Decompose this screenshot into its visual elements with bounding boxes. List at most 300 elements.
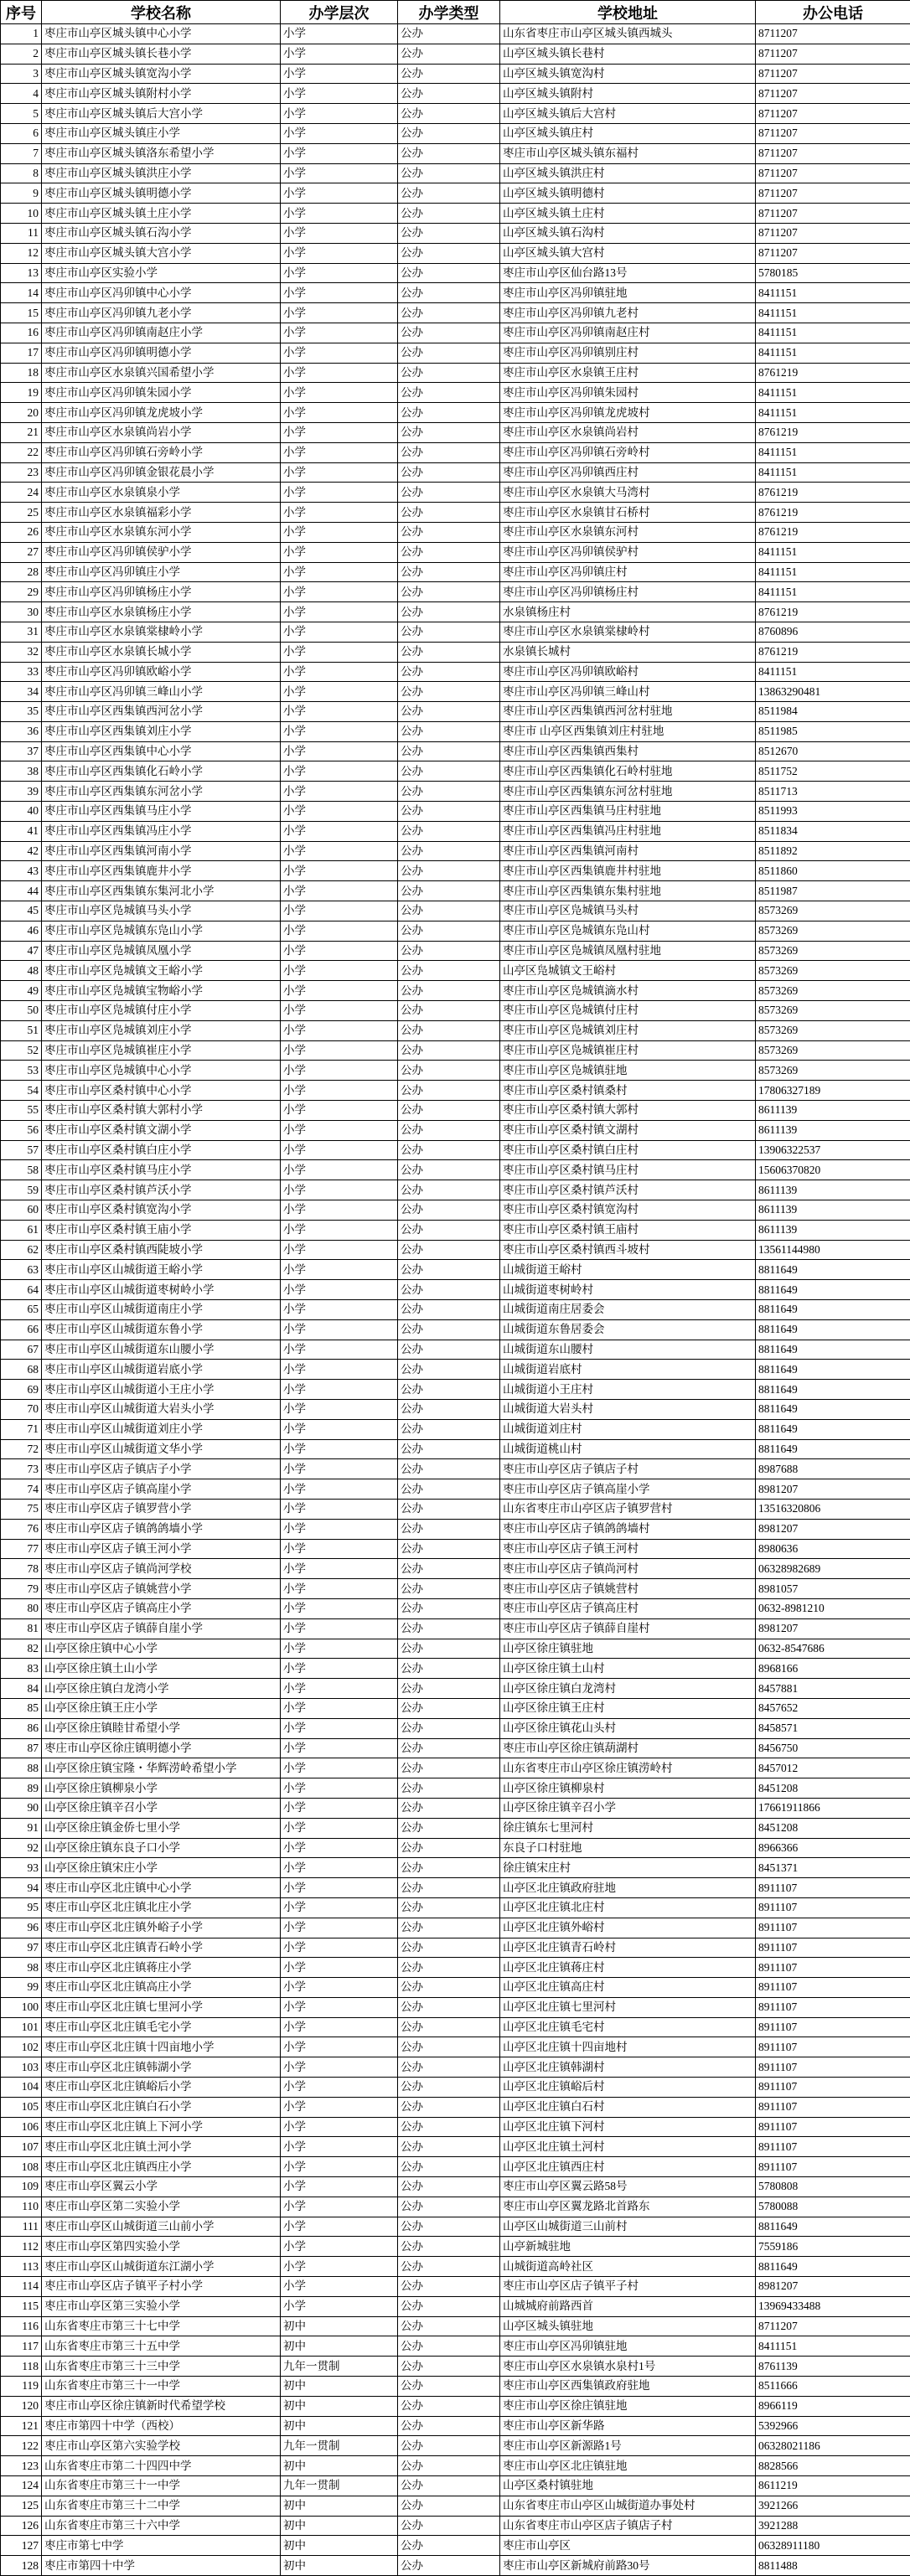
school-address-cell: 枣庄市山亭区 — [500, 2536, 756, 2556]
school-address-cell: 枣庄市山亭区凫城镇刘庄村 — [500, 1020, 756, 1040]
school-address-cell: 山亭区城头镇附村 — [500, 84, 756, 104]
serial-number-cell: 21 — [1, 422, 42, 442]
school-name-cell: 枣庄市山亭区凫城镇马头小学 — [42, 901, 281, 921]
school-type-cell: 公办 — [398, 1878, 500, 1898]
school-address-cell: 枣庄市山亭区徐庄镇葫湖村 — [500, 1738, 756, 1758]
serial-number-cell: 118 — [1, 2357, 42, 2377]
school-level-cell: 小学 — [281, 1220, 398, 1240]
school-level-cell: 小学 — [281, 1897, 398, 1918]
table-row — [1, 1798, 910, 1818]
school-type-cell: 公办 — [398, 1579, 500, 1599]
school-level-cell: 小学 — [281, 442, 398, 462]
table-row — [1, 403, 910, 423]
school-level-cell: 小学 — [281, 1419, 398, 1439]
office-phone-cell: 8457012 — [756, 1758, 910, 1778]
table-row — [1, 1858, 910, 1878]
school-name-cell: 山东省枣庄市第三十五中学 — [42, 2336, 281, 2357]
school-type-cell: 公办 — [398, 303, 500, 323]
serial-number-cell: 53 — [1, 1061, 42, 1081]
school-type-cell: 公办 — [398, 183, 500, 204]
office-phone-cell: 8611139 — [756, 1180, 910, 1200]
school-level-cell: 小学 — [281, 2037, 398, 2057]
office-phone-cell: 8457652 — [756, 1698, 910, 1718]
school-address-cell: 山亭区北庄镇蒋庄村 — [500, 1958, 756, 1978]
school-type-cell: 公办 — [398, 1698, 500, 1718]
school-name-cell: 枣庄市山亭区桑村镇大郭村小学 — [42, 1101, 281, 1121]
school-address-cell: 枣庄市山亭区店子镇店子村 — [500, 1459, 756, 1479]
school-type-cell: 公办 — [398, 702, 500, 722]
school-type-cell: 公办 — [398, 483, 500, 503]
office-phone-cell: 8451208 — [756, 1778, 910, 1799]
school-level-cell: 小学 — [281, 2117, 398, 2137]
school-type-cell: 公办 — [398, 2377, 500, 2397]
table-row — [1, 1140, 910, 1160]
serial-number-cell: 39 — [1, 782, 42, 802]
school-name-cell: 枣庄市山亭区第二实验小学 — [42, 2197, 281, 2217]
office-phone-cell: 8811649 — [756, 1399, 910, 1419]
school-name-cell: 山东省枣庄市第三十六中学 — [42, 2516, 281, 2536]
school-level-cell: 小学 — [281, 1360, 398, 1380]
table-row — [1, 741, 910, 761]
table-row — [1, 1419, 910, 1439]
school-level-cell: 小学 — [281, 901, 398, 921]
school-level-cell: 小学 — [281, 1120, 398, 1140]
school-type-cell: 公办 — [398, 422, 500, 442]
school-name-cell: 枣庄市山亭区冯卯镇朱园小学 — [42, 383, 281, 403]
school-level-cell: 小学 — [281, 562, 398, 582]
table-row — [1, 2496, 910, 2516]
school-type-cell: 公办 — [398, 2078, 500, 2098]
school-type-cell: 公办 — [398, 981, 500, 1001]
table-row — [1, 1958, 910, 1978]
school-address-cell: 枣庄市山亭区桑村镇西斗坡村 — [500, 1240, 756, 1260]
school-type-cell: 公办 — [398, 363, 500, 383]
serial-number-cell: 75 — [1, 1499, 42, 1519]
table-row — [1, 1618, 910, 1639]
school-name-cell: 枣庄市山亭区山城街道刘庄小学 — [42, 1419, 281, 1439]
school-address-cell: 枣庄市山亭区西集镇政府驻地 — [500, 2377, 756, 2397]
table-row — [1, 861, 910, 881]
school-address-cell: 枣庄市山亭区翼云路58号 — [500, 2177, 756, 2197]
office-phone-cell: 8911107 — [756, 2097, 910, 2117]
office-phone-cell: 8911107 — [756, 1958, 910, 1978]
serial-number-cell: 30 — [1, 602, 42, 622]
table-row — [1, 622, 910, 642]
serial-number-cell: 67 — [1, 1340, 42, 1360]
office-phone-cell: 15606370820 — [756, 1160, 910, 1180]
school-address-cell: 水泉镇长城村 — [500, 642, 756, 662]
school-address-cell: 山亭区山城街道三山前村 — [500, 2217, 756, 2237]
school-address-cell: 山亭区城头镇明德村 — [500, 183, 756, 204]
school-level-cell: 小学 — [281, 1698, 398, 1718]
school-address-cell: 枣庄市山亭区桑村镇王庙村 — [500, 1220, 756, 1240]
school-name-cell: 枣庄市山亭区北庄镇毛宅小学 — [42, 2017, 281, 2037]
school-level-cell: 小学 — [281, 2257, 398, 2277]
school-name-cell: 枣庄市山亭区西集镇中心小学 — [42, 741, 281, 761]
office-phone-cell: 06328021186 — [756, 2436, 910, 2456]
office-phone-cell: 13561144980 — [756, 1240, 910, 1260]
office-phone-cell: 8411151 — [756, 2336, 910, 2357]
office-phone-cell: 17806327189 — [756, 1081, 910, 1101]
school-address-cell: 枣庄市山亭区凫城镇驻地 — [500, 1061, 756, 1081]
school-name-cell: 枣庄市山亭区城头镇宽沟小学 — [42, 64, 281, 84]
serial-number-cell: 34 — [1, 682, 42, 702]
school-name-cell: 枣庄市山亭区山城街道小王庄小学 — [42, 1380, 281, 1400]
table-row — [1, 562, 910, 582]
school-name-cell: 枣庄市山亭区店子镇王河小学 — [42, 1539, 281, 1559]
table-row — [1, 1978, 910, 1998]
school-level-cell: 小学 — [281, 802, 398, 822]
serial-number-cell: 125 — [1, 2496, 42, 2516]
school-name-cell: 枣庄市山亭区水泉镇东河小学 — [42, 522, 281, 542]
serial-number-cell: 36 — [1, 721, 42, 741]
school-level-cell: 小学 — [281, 1300, 398, 1320]
school-level-cell: 九年一贯制 — [281, 2436, 398, 2456]
office-phone-cell: 8761219 — [756, 363, 910, 383]
school-name-cell: 枣庄市山亭区山城街道南庄小学 — [42, 1300, 281, 1320]
table-row — [1, 1519, 910, 1539]
school-type-cell: 公办 — [398, 1738, 500, 1758]
table-row — [1, 721, 910, 741]
school-address-cell: 山亭区城头镇大宫村 — [500, 243, 756, 263]
school-type-cell: 公办 — [398, 1997, 500, 2017]
school-type-cell: 公办 — [398, 1838, 500, 1858]
school-name-cell: 枣庄市山亭区山城街道枣树岭小学 — [42, 1280, 281, 1300]
school-address-cell: 枣庄市山亭区水泉镇王庄村 — [500, 363, 756, 383]
school-address-cell: 枣庄市山亭区水泉镇东河村 — [500, 522, 756, 542]
school-name-cell: 枣庄市山亭区冯卯镇南赵庄小学 — [42, 323, 281, 343]
school-type-cell: 公办 — [398, 1519, 500, 1539]
table-row — [1, 981, 910, 1001]
table-row — [1, 143, 910, 163]
school-address-cell: 枣庄市山亭区西集镇河南村 — [500, 841, 756, 861]
school-name-cell: 枣庄市山亭区徐庄镇明德小学 — [42, 1738, 281, 1758]
serial-number-cell: 78 — [1, 1559, 42, 1579]
serial-number-cell: 27 — [1, 542, 42, 562]
school-level-cell: 初中 — [281, 2416, 398, 2436]
table-row — [1, 442, 910, 462]
school-level-cell: 小学 — [281, 1280, 398, 1300]
office-phone-cell: 8611139 — [756, 1200, 910, 1221]
table-row — [1, 183, 910, 204]
school-level-cell: 小学 — [281, 462, 398, 483]
school-level-cell: 小学 — [281, 821, 398, 841]
school-address-cell: 山城街道刘庄村 — [500, 1419, 756, 1439]
school-level-cell: 小学 — [281, 343, 398, 363]
school-name-cell: 枣庄市山亭区凫城镇文王峪小学 — [42, 961, 281, 981]
school-name-cell: 枣庄市山亭区水泉镇泉小学 — [42, 483, 281, 503]
school-name-cell: 枣庄市山亭区山城街道文华小学 — [42, 1439, 281, 1459]
serial-number-cell: 94 — [1, 1878, 42, 1898]
school-level-cell: 小学 — [281, 1101, 398, 1121]
office-phone-cell: 7559186 — [756, 2237, 910, 2257]
school-address-cell: 山亭区桑村镇驻地 — [500, 2476, 756, 2496]
school-name-cell: 枣庄市山亭区店子镇店子小学 — [42, 1459, 281, 1479]
table-row — [1, 1918, 910, 1938]
school-address-cell: 山城城府前路西首 — [500, 2296, 756, 2316]
office-phone-cell: 8573269 — [756, 901, 910, 921]
school-name-cell: 枣庄市山亭区凫城镇凤凰小学 — [42, 941, 281, 961]
school-address-cell: 山亭区城头镇石沟村 — [500, 223, 756, 243]
school-level-cell: 小学 — [281, 702, 398, 722]
school-name-cell: 枣庄市山亭区桑村镇宽沟小学 — [42, 1200, 281, 1221]
school-type-cell: 公办 — [398, 582, 500, 602]
serial-number-cell: 24 — [1, 483, 42, 503]
table-row — [1, 1280, 910, 1300]
school-level-cell: 小学 — [281, 662, 398, 682]
school-level-cell: 小学 — [281, 941, 398, 961]
school-type-cell: 公办 — [398, 1679, 500, 1699]
school-address-cell: 枣庄市山亭区冯卯镇三峰山村 — [500, 682, 756, 702]
school-level-cell: 小学 — [281, 622, 398, 642]
school-address-cell: 枣庄市山亭区西集镇化石岭村驻地 — [500, 761, 756, 782]
table-row — [1, 2336, 910, 2357]
office-phone-cell: 8411151 — [756, 383, 910, 403]
serial-number-cell: 93 — [1, 1858, 42, 1878]
office-phone-cell: 8711207 — [756, 84, 910, 104]
school-level-cell: 小学 — [281, 422, 398, 442]
school-address-cell: 枣庄市山亭区店子镇薛自崖村 — [500, 1618, 756, 1639]
office-phone-cell: 8981207 — [756, 2277, 910, 2297]
school-type-cell: 公办 — [398, 2197, 500, 2217]
serial-number-cell: 80 — [1, 1598, 42, 1618]
serial-number-cell: 63 — [1, 1260, 42, 1280]
school-address-cell: 山亭区徐庄镇花山头村 — [500, 1718, 756, 1738]
school-name-cell: 枣庄市山亭区山城街道东鲁小学 — [42, 1319, 281, 1340]
serial-number-cell: 58 — [1, 1160, 42, 1180]
school-type-cell: 公办 — [398, 782, 500, 802]
school-level-cell: 小学 — [281, 1718, 398, 1738]
school-type-cell: 公办 — [398, 1180, 500, 1200]
table-row — [1, 2237, 910, 2257]
office-phone-cell: 13906322537 — [756, 1140, 910, 1160]
school-address-cell: 枣庄市山亭区冯卯镇欧峪村 — [500, 662, 756, 682]
office-phone-cell: 8511984 — [756, 702, 910, 722]
office-phone-cell: 8511892 — [756, 841, 910, 861]
office-phone-cell: 5392966 — [756, 2416, 910, 2436]
school-type-cell: 公办 — [398, 1539, 500, 1559]
school-address-cell: 枣庄市山亭区西集镇西集村 — [500, 741, 756, 761]
serial-number-cell: 3 — [1, 64, 42, 84]
school-address-cell: 枣庄市山亭区凫城镇崔庄村 — [500, 1040, 756, 1061]
serial-number-cell: 41 — [1, 821, 42, 841]
school-name-cell: 枣庄市山亭区山城街道东山腰小学 — [42, 1340, 281, 1360]
school-name-cell: 山亭区徐庄镇辛召小学 — [42, 1798, 281, 1818]
school-type-cell: 公办 — [398, 1918, 500, 1938]
office-phone-cell: 8411151 — [756, 582, 910, 602]
school-type-cell: 公办 — [398, 343, 500, 363]
table-row — [1, 642, 910, 662]
table-row — [1, 1639, 910, 1659]
header-serial-number: 序号 — [1, 1, 42, 24]
school-address-cell: 山亭区凫城镇文王峪村 — [500, 961, 756, 981]
school-level-cell: 九年一贯制 — [281, 2357, 398, 2377]
serial-number-cell: 13 — [1, 263, 42, 283]
school-name-cell: 枣庄市山亭区凫城镇东凫山小学 — [42, 921, 281, 941]
office-phone-cell: 5780088 — [756, 2197, 910, 2217]
school-type-cell: 公办 — [398, 1399, 500, 1419]
school-address-cell: 枣庄市山亭区店子镇尚河村 — [500, 1559, 756, 1579]
table-row — [1, 2078, 910, 2098]
school-level-cell: 小学 — [281, 503, 398, 523]
school-level-cell: 小学 — [281, 143, 398, 163]
school-type-cell: 公办 — [398, 542, 500, 562]
school-type-cell: 公办 — [398, 2476, 500, 2496]
table-row — [1, 542, 910, 562]
school-level-cell: 小学 — [281, 104, 398, 124]
school-type-cell: 公办 — [398, 901, 500, 921]
office-phone-cell: 8573269 — [756, 1001, 910, 1021]
table-row — [1, 1200, 910, 1221]
school-address-cell: 山亭新城驻地 — [500, 2237, 756, 2257]
serial-number-cell: 18 — [1, 363, 42, 383]
header-school-address: 学校地址 — [500, 1, 756, 24]
school-address-cell: 山东省枣庄市山亭区城头镇西城头 — [500, 24, 756, 44]
office-phone-cell: 8711207 — [756, 183, 910, 204]
table-row — [1, 1380, 910, 1400]
school-address-cell: 枣庄市山亭区桑村镇文湖村 — [500, 1120, 756, 1140]
office-phone-cell: 8511666 — [756, 2377, 910, 2397]
school-level-cell: 小学 — [281, 1878, 398, 1898]
table-row — [1, 123, 910, 143]
school-level-cell: 小学 — [281, 1399, 398, 1419]
school-level-cell: 小学 — [281, 1439, 398, 1459]
school-name-cell: 枣庄市山亭区冯卯镇金银花晨小学 — [42, 462, 281, 483]
school-type-cell: 公办 — [398, 761, 500, 782]
school-address-cell: 枣庄市山亭区店子镇高崖小学 — [500, 1479, 756, 1500]
school-level-cell: 初中 — [281, 2516, 398, 2536]
school-type-cell: 公办 — [398, 562, 500, 582]
school-level-cell: 小学 — [281, 1598, 398, 1618]
table-row — [1, 1061, 910, 1081]
table-row — [1, 1220, 910, 1240]
table-row — [1, 2556, 910, 2576]
school-name-cell: 枣庄市山亭区城头镇附村小学 — [42, 84, 281, 104]
school-name-cell: 枣庄市第四十中学（西校） — [42, 2416, 281, 2436]
office-phone-cell: 8611219 — [756, 2476, 910, 2496]
office-phone-cell: 8451208 — [756, 1818, 910, 1838]
table-row — [1, 1319, 910, 1340]
table-row — [1, 662, 910, 682]
school-level-cell: 小学 — [281, 602, 398, 622]
table-row — [1, 2257, 910, 2277]
office-phone-cell: 5780185 — [756, 263, 910, 283]
school-type-cell: 公办 — [398, 283, 500, 303]
office-phone-cell: 8511834 — [756, 821, 910, 841]
school-type-cell: 公办 — [398, 2217, 500, 2237]
school-level-cell: 小学 — [281, 582, 398, 602]
school-level-cell: 小学 — [281, 961, 398, 981]
school-level-cell: 小学 — [281, 24, 398, 44]
school-address-cell: 枣庄市山亭区水泉镇棠棣岭村 — [500, 622, 756, 642]
office-phone-cell: 8911107 — [756, 1918, 910, 1938]
serial-number-cell: 40 — [1, 802, 42, 822]
serial-number-cell: 83 — [1, 1659, 42, 1679]
school-address-cell: 枣庄市山亭区凫城镇马头村 — [500, 901, 756, 921]
school-type-cell: 公办 — [398, 2536, 500, 2556]
table-row — [1, 1679, 910, 1699]
table-row — [1, 1838, 910, 1858]
school-address-cell: 山亭区城头镇驻地 — [500, 2316, 756, 2336]
table-row — [1, 2396, 910, 2416]
school-name-cell: 枣庄市山亭区实验小学 — [42, 263, 281, 283]
school-type-cell: 公办 — [398, 2097, 500, 2117]
school-address-cell: 山亭区北庄镇峪后村 — [500, 2078, 756, 2098]
school-level-cell: 初中 — [281, 2456, 398, 2476]
school-name-cell: 枣庄市山亭区桑村镇白庄小学 — [42, 1140, 281, 1160]
serial-number-cell: 14 — [1, 283, 42, 303]
table-row — [1, 1240, 910, 1260]
school-address-cell: 枣庄市山亭区店子镇王河村 — [500, 1539, 756, 1559]
school-type-cell: 公办 — [398, 1897, 500, 1918]
table-row — [1, 2097, 910, 2117]
table-row — [1, 503, 910, 523]
school-level-cell: 小学 — [281, 1340, 398, 1360]
office-phone-cell: 8411151 — [756, 562, 910, 582]
school-level-cell: 初中 — [281, 2556, 398, 2576]
school-level-cell: 小学 — [281, 183, 398, 204]
school-level-cell: 初中 — [281, 2396, 398, 2416]
office-phone-cell: 8911107 — [756, 1978, 910, 1998]
school-name-cell: 枣庄市山亭区北庄镇中心小学 — [42, 1878, 281, 1898]
school-name-cell: 枣庄市山亭区冯卯镇杨庄小学 — [42, 582, 281, 602]
office-phone-cell: 3921266 — [756, 2496, 910, 2516]
school-address-cell: 山亭区徐庄镇白龙湾村 — [500, 1679, 756, 1699]
school-address-cell: 枣庄市山亭区凫城镇滴水村 — [500, 981, 756, 1001]
school-name-cell: 山东省枣庄市第三十三中学 — [42, 2357, 281, 2377]
school-address-cell: 山亭区北庄镇韩湖村 — [500, 2057, 756, 2078]
office-phone-cell: 8411151 — [756, 403, 910, 423]
serial-number-cell: 44 — [1, 881, 42, 901]
school-level-cell: 小学 — [281, 1061, 398, 1081]
school-name-cell: 枣庄市山亭区冯卯镇九老小学 — [42, 303, 281, 323]
school-address-cell: 徐庄镇宋庄村 — [500, 1858, 756, 1878]
school-type-cell: 公办 — [398, 941, 500, 961]
serial-number-cell: 76 — [1, 1519, 42, 1539]
school-name-cell: 枣庄市山亭区山城街道三山前小学 — [42, 2217, 281, 2237]
serial-number-cell: 46 — [1, 921, 42, 941]
serial-number-cell: 59 — [1, 1180, 42, 1200]
school-level-cell: 小学 — [281, 1978, 398, 1998]
table-row — [1, 582, 910, 602]
office-phone-cell: 8711207 — [756, 24, 910, 44]
school-type-cell: 公办 — [398, 1260, 500, 1280]
office-phone-cell: 8411151 — [756, 442, 910, 462]
school-address-cell: 枣庄市山亭区冯卯镇驻地 — [500, 2336, 756, 2357]
office-phone-cell: 8761219 — [756, 642, 910, 662]
school-level-cell: 小学 — [281, 1160, 398, 1180]
school-level-cell: 小学 — [281, 2017, 398, 2037]
office-phone-cell: 8811649 — [756, 1360, 910, 1380]
school-type-cell: 公办 — [398, 123, 500, 143]
office-phone-cell: 8457881 — [756, 1679, 910, 1699]
office-phone-cell: 06328982689 — [756, 1559, 910, 1579]
school-address-cell: 枣庄市山亭区冯卯镇庄村 — [500, 562, 756, 582]
school-level-cell: 小学 — [281, 1519, 398, 1539]
school-level-cell: 小学 — [281, 383, 398, 403]
school-address-cell: 山城街道东山腰村 — [500, 1340, 756, 1360]
school-level-cell: 小学 — [281, 1539, 398, 1559]
school-level-cell: 小学 — [281, 741, 398, 761]
school-name-cell: 枣庄市山亭区水泉镇福彩小学 — [42, 503, 281, 523]
school-level-cell: 初中 — [281, 2496, 398, 2516]
school-type-cell: 公办 — [398, 1818, 500, 1838]
serial-number-cell: 106 — [1, 2117, 42, 2137]
table-row — [1, 901, 910, 921]
serial-number-cell: 17 — [1, 343, 42, 363]
table-row — [1, 1659, 910, 1679]
school-name-cell: 枣庄市山亭区城头镇洪庄小学 — [42, 163, 281, 183]
